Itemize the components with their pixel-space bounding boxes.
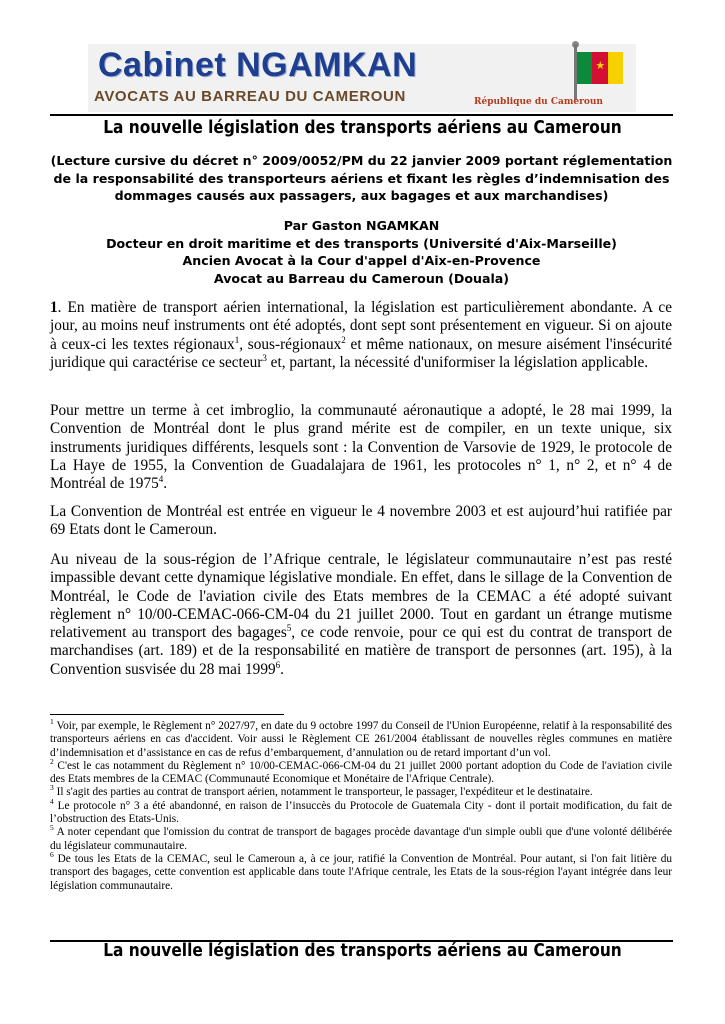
footnote-number: 1: [50, 717, 54, 727]
footnotes: [50, 717, 672, 893]
author-line: Ancien Avocat à la Cour d'appel d'Aix-en-Provence: [182, 253, 541, 268]
footnote-item: $^6$ De tous les Etats de la CEMAC, seul le Cameroun a, à ce jour, ratifié la Convention de Montréal. Pour autant, si l'on fait litière du transport des bagages, cette convention est applicable dans toute l'Afrique centrale, les Etats de la sous-région l'ayant intégrée dans leur législation communautaire.: [50, 850, 672, 892]
footnote-item: $^3$ Il s'agit des parties au contrat de transport aérien, notamment le transporteur, le passager, l'expéditeur et le destinataire.: [50, 783, 593, 799]
footnote-number: 6: [50, 850, 54, 860]
author-line: Docteur en droit maritime et des transports (Université d'Aix-Marseille): [106, 235, 617, 251]
footnote-number: 5: [50, 823, 54, 833]
footnote-number: 3: [50, 783, 54, 793]
flag-star-icon: ★: [595, 59, 606, 72]
footnote-item: $^4$ Le protocole n° 3 a été abandonné, en raison de l’insuccès du Protocole de Guatemala City - dont il portait modification, du fait de l’obstruction des Etats-Unis.: [50, 797, 672, 826]
footnote-item: $^2$ C'est le cas notamment du Règlement n° 10/00-CEMAC-066-CM-04 du 21 juillet 2000 portant adoption du Code de l'aviation civile des Etats membres de la CEMAC (Communauté Economique et Monétaire de l'Afrique Centrale).: [50, 757, 672, 786]
paragraph-2: Pour mettre un terme à cet imbroglio, la communauté aéronautique a adopté, le 28 mai 1999, la Convention de Montréal dont le plus grand mérite est de compiler, en un texte unique, six instruments juridiques différents, lesquels sont : la Convention de Varsovie de 1929, le protocole de La Haye de 1955, la Convention de Guadalajara de 1961, les protocoles n° 1, n° 2, et n° 4 de Montréal de 1975$^4$.: [50, 402, 672, 493]
paragraph-number: 1: [50, 299, 58, 316]
document-title: La nouvelle législation des transports aériens au Cameroun: [103, 118, 622, 138]
footer-title: La nouvelle législation des transports aériens au Cameroun: [103, 941, 622, 961]
document-subtitle: (Lecture cursive du décret n° 2009/0052/PM du 22 janvier 2009 portant réglementation de la responsabilité des transporteurs aériens et fixant les règles d’indemnisation des dommages causés aux passagers, aux bagages et aux marchandises): [50, 153, 673, 203]
footnote-number: 4: [50, 797, 54, 807]
footnote-separator: [50, 714, 284, 715]
cameroon-flag-icon: [577, 52, 623, 84]
author-block: [50, 217, 673, 287]
author-line: Avocat au Barreau du Cameroun (Douala): [213, 270, 510, 286]
footnote-ref[interactable]: 4: [158, 474, 164, 485]
firm-logo-subtitle: AVOCATS AU BARREAU DU CAMEROUN: [94, 88, 406, 105]
author-line: Par Gaston NGAMKAN: [283, 218, 440, 233]
footnote-item: $^5$ A noter cependant que l'omission du contrat de transport de bagages procède davantage d'un simple oubli que d'une volonté délibérée du législateur communautaire.: [50, 823, 672, 852]
paragraph-3: La Convention de Montréal est entrée en vigueur le 4 novembre 2003 et est aujourd’hui ratifiée par 69 Etats dont le Cameroun.: [50, 503, 672, 539]
footnote-ref[interactable]: 2: [341, 334, 346, 345]
flag-caption: République du Cameroun: [474, 97, 603, 107]
footnote-ref[interactable]: 1: [234, 334, 240, 345]
flag-green-band: [577, 52, 592, 84]
paragraph-1: 1. En matière de transport aérien international, la législation est particulièrement abondante. A ce jour, au moins neuf instruments ont été adoptés, dont sept sont présentement en vigueur. Si on ajoute à ceux-ci les textes régionaux$^1$, sous-régionaux$^2$ et même nationaux, on mesure aisément l'insécurité juridique qui caractérise ce secteur$^3$ et, partant, la nécessité d'uniformiser la législation applicable.: [50, 299, 672, 371]
flag-yellow-band: [608, 52, 623, 84]
footnote-ref[interactable]: 3: [262, 352, 267, 363]
footnote-ref[interactable]: 6: [275, 659, 281, 670]
footnote-ref[interactable]: 5: [286, 623, 292, 634]
firm-logo-title: Cabinet NGAMKAN: [98, 46, 418, 84]
footnote-item: $^1$ Voir, par exemple, le Règlement n° 2027/97, en date du 9 octobre 1997 du Conseil de l'Union Européenne, relatif à la responsabilité des transporteurs aériens en cas d'accident. Voir aussi le Règlement CE 261/2004 établissant de nouvelles règles communes en matière d’indemnisation et d’assistance en cas de refus d’embarquement, d’annulation ou de retard important d’un vol.: [50, 717, 672, 759]
paragraph-4: Au niveau de la sous-région de l’Afrique centrale, le législateur communautaire n’est pas resté impassible devant cette dynamique législative mondiale. En effet, dans le sillage de la Convention de Montréal, le Code de l'aviation civile des Etats membres de la CEMAC a été adopté suivant règlement n° 10/00-CEMAC-066-CM-04 du 21 juillet 2000. Tout en gardant un étrange mutisme relativement au transport des bagages$^5$, ce code renvoie, pour ce qui est du contrat de transport de marchandises (art. 189) et de la responsabilité en matière de transport de personnes (art. 195), à la Convention susvisée du 28 mai 1999$^6$.: [50, 551, 672, 678]
footnote-number: 2: [50, 757, 54, 767]
header-rule: [50, 114, 673, 116]
flag-red-band: [592, 52, 607, 84]
